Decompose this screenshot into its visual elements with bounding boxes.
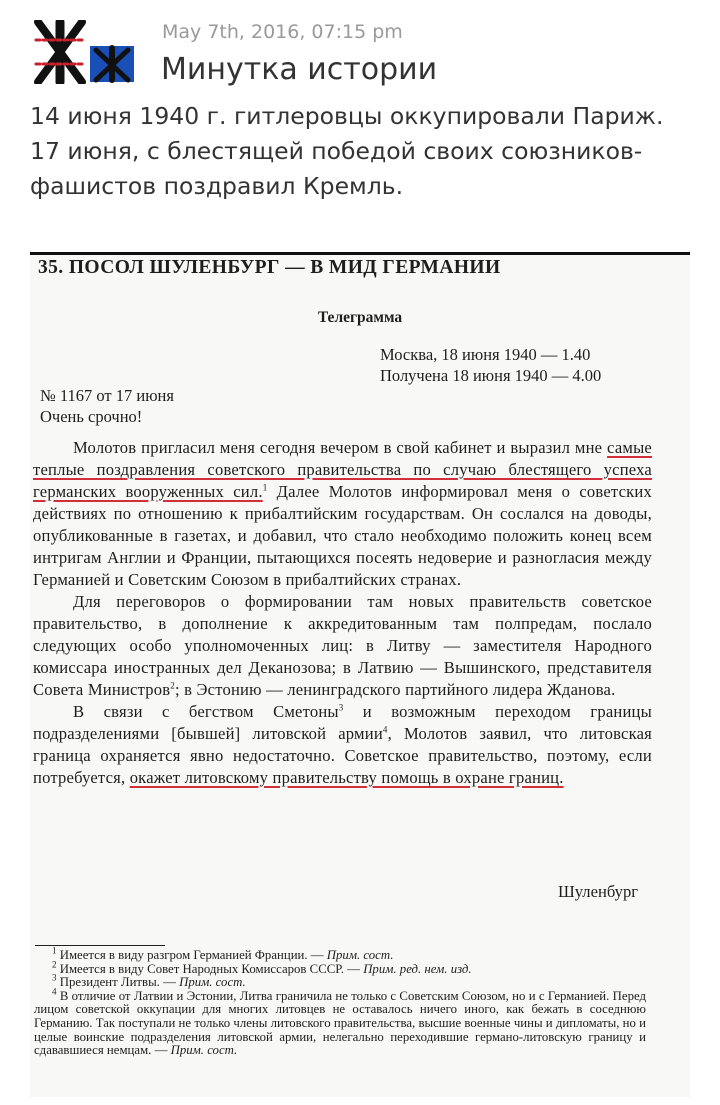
highlighted-phrase: окажет литовскому правительству помощь в охране границ. bbox=[129, 768, 564, 787]
document-signature: Шуленбург bbox=[558, 882, 639, 901]
footnote: $^4$ В отличие от Латвии и Эстонии, Литва граничила не только с Советским Союзом, но и с Германией. Перед лицом советской оккупации для многих литовцев не оставалось ничего иного, как бежать в соседнюю Германию. Так поступали не только члены литовского правительства, высшие военные чины и дипломаты, но и целые воинские подразделения литовской армии, нелегально переходившие германо-литовскую границу и сдававшиеся немцам. — Прим. сост. bbox=[34, 986, 646, 1058]
document-number-block bbox=[40, 385, 174, 427]
document-number: № 1167 от 17 июня bbox=[40, 386, 174, 405]
footnote-ref: 4 bbox=[382, 724, 388, 735]
body-paragraph: В связи с бегством Сметоны$^3$ и возможным переходом границы подразделениями [бывшей] литовской армии$^4$, Молотов заявил, что литовская граница охраняется явно недостаточно. Советское правительство, поэтому, если потребуется, окажет литовскому правительству помощь в охране границ. bbox=[33, 702, 652, 787]
intro-line: 17 июня, с блестящей победой своих союзников-фашистов поздравил Кремль. bbox=[30, 137, 643, 200]
intro-line: 14 июня 1940 г. гитлеровцы оккупировали Париж. bbox=[30, 102, 664, 130]
dateline-received: Получена 18 июня 1940 — 4.00 bbox=[380, 366, 602, 385]
body-paragraph: Для переговоров о формировании там новых правительств советское правительство, в дополнение к аккредитованным там полпредам, послало следующих особо уполномоченных лиц: в Литву — заместителя Народного комиссара иностранных дел Деканозова; в Латвию — Вышинского, представителя Совета Министров$^2$; в Эстонию — ленинградского партийного лидера Жданова. bbox=[33, 592, 652, 699]
footnote-ref: 2 bbox=[170, 680, 175, 691]
heading-rule bbox=[30, 252, 690, 255]
footnote-ref: 3 bbox=[338, 702, 344, 713]
post-header bbox=[30, 18, 710, 98]
document-urgency: Очень срочно! bbox=[40, 407, 143, 426]
document-scan-image bbox=[30, 252, 690, 1097]
footnotes bbox=[34, 945, 646, 1058]
document-dateline bbox=[380, 344, 601, 386]
post-title[interactable]: Минутка истории bbox=[161, 52, 438, 87]
footnote-ref: 1 bbox=[262, 482, 268, 493]
post-intro bbox=[30, 99, 700, 204]
footnote: $^2$ Имеется в виду Совет Народных Комиссаров СССР. — Прим. ред. нем. изд. bbox=[52, 959, 472, 976]
document-body bbox=[33, 437, 652, 789]
footnote: $^1$ Имеется в виду разгром Германией Франции. — Прим. сост. bbox=[52, 945, 394, 962]
footnote: $^3$ Президент Литвы. — Прим. сост. bbox=[52, 972, 246, 990]
highlighted-phrase: самые теплые поздравления советского правительства по случаю блестящего успеха германских вооруженных сил. bbox=[33, 438, 652, 501]
document-heading: 35. ПОСОЛ ШУЛЕНБУРГ — В МИД ГЕРМАНИИ bbox=[38, 257, 501, 278]
dateline-sent: Москва, 18 июня 1940 — 1.40 bbox=[380, 345, 591, 364]
body-paragraph: Молотов пригласил меня сегодня вечером в свой кабинет и выразил мне самые теплые поздравления советского правительства по случаю блестящего успеха германских вооруженных сил.$^1$ Далее Молотов информировал меня о советских действиях по отношению к прибалтийским государствам. Он сослался на доводы, опубликованные в газетах, и добавил, что стало необходимо положить конец всем интригам Англии и Франции, пытающихся посеять недоверие и разногласия между Германией и Советским Союзом в прибалтийских странах. bbox=[33, 438, 652, 589]
post-date: May 7th, 2016, 07:15 pm bbox=[162, 21, 403, 43]
livejournal-logo-icon[interactable] bbox=[30, 20, 136, 84]
document-type: Телеграмма bbox=[317, 309, 403, 326]
